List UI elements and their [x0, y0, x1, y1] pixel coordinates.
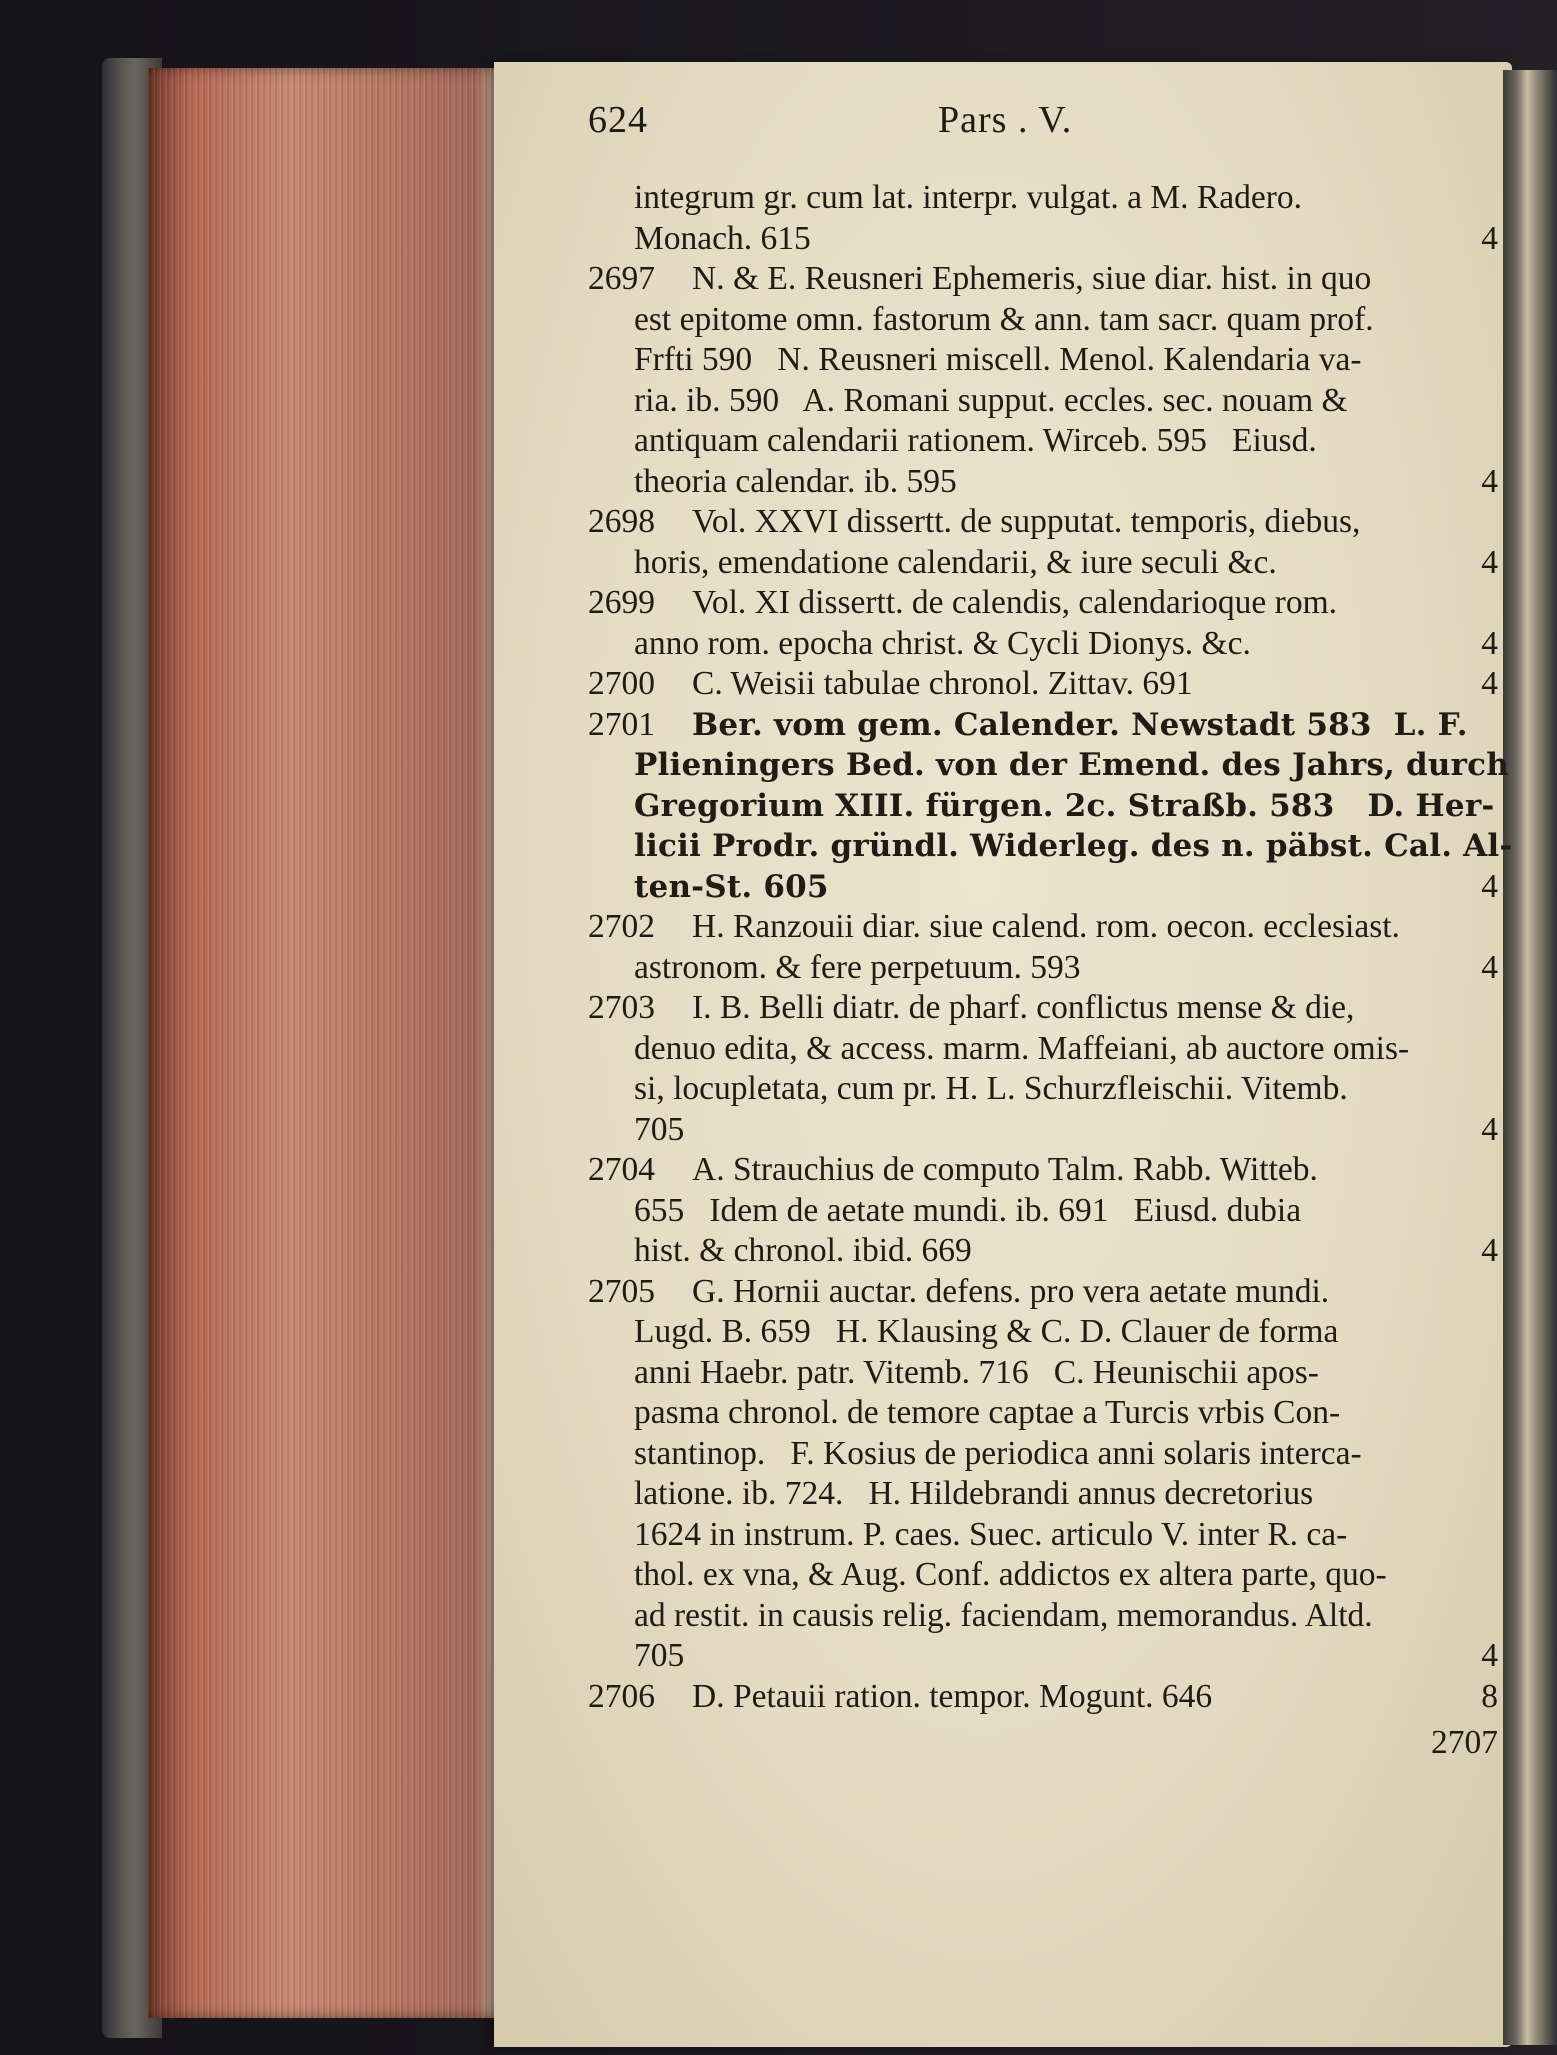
entry-text: N. & E. Reusneri Ephemeris, siue diar. hist. in quo	[692, 260, 1372, 297]
entry-text: 705	[634, 1110, 685, 1148]
catalog-continuation-line	[588, 1353, 1498, 1394]
entry-number: 2698	[588, 503, 655, 540]
volume-format: 4	[1481, 867, 1498, 905]
catalog-continuation-line	[588, 1312, 1498, 1353]
volume-format: 8	[1481, 1677, 1498, 1715]
entry-text: D. Petauii ration. tempor. Mogunt. 646	[692, 1677, 1213, 1715]
volume-format: 4	[1481, 1637, 1498, 1674]
entry-number: 2699	[588, 584, 655, 621]
entry-number: 2700	[588, 665, 655, 702]
volume-format: 4	[1481, 624, 1498, 662]
catalog-continuation-line	[588, 219, 1498, 260]
entry-text: hist. & chronol. ibid. 669	[634, 1232, 972, 1269]
entry-text: latione. ib. 724. H. Hildebrandi annus decretorius	[634, 1475, 1314, 1512]
catalog-continuation-line	[588, 948, 1498, 989]
catalog-entry-line	[588, 1150, 1498, 1191]
catalog-entry-line	[588, 502, 1498, 543]
catalog-continuation-line	[588, 826, 1513, 867]
catalog-entry-line	[588, 705, 1498, 746]
entry-number: 2703	[588, 989, 655, 1026]
catalog-entry-line	[588, 583, 1498, 624]
entry-text: astronom. & fere perpetuum. 593	[634, 948, 1081, 986]
volume-format: 4	[1481, 219, 1498, 257]
running-head: Pars . V.	[938, 99, 1073, 141]
catalog-entry-line	[588, 907, 1498, 948]
catalog-continuation-line	[588, 300, 1498, 341]
catalog-entry-line	[588, 1677, 1498, 1718]
entry-text: 1624 in instrum. P. caes. Suec. articulo V. inter R. ca-	[634, 1515, 1348, 1553]
catalog-continuation-line	[588, 1393, 1498, 1434]
entry-text: ad restit. in causis relig. faciendam, memorandus. Altd.	[634, 1596, 1373, 1634]
catchword: 2707	[1431, 1724, 1498, 1761]
catalog-continuation-line	[588, 1434, 1498, 1475]
catalog-continuation-line	[588, 1069, 1498, 1110]
volume-format: 4	[1481, 462, 1498, 500]
catalog-continuation-line	[588, 178, 1498, 219]
entry-number: 2697	[588, 260, 655, 297]
catalog-continuation-line	[588, 340, 1498, 381]
entry-text: thol. ex vna, & Aug. Conf. addictos ex altera parte, quo-	[634, 1556, 1387, 1593]
entry-text: theoria calendar. ib. 595	[634, 462, 957, 500]
catalog-continuation-line	[588, 1191, 1498, 1232]
catalog-entry-line	[588, 1272, 1498, 1313]
entry-text: ria. ib. 590 A. Romani supput. eccles. sec. nouam &	[634, 381, 1348, 419]
catalog-continuation-line	[588, 1110, 1498, 1151]
volume-format: 4	[1481, 543, 1498, 581]
volume-format: 4	[1481, 665, 1498, 702]
entry-text: Vol. XI dissertt. de calendis, calendarioque rom.	[692, 584, 1338, 621]
catalog-lines	[588, 178, 1513, 1717]
entry-text: pasma chronol. de temore captae a Turcis vrbis Con-	[634, 1394, 1341, 1431]
catalog-continuation-line	[588, 1636, 1498, 1677]
catalog-continuation-line	[588, 462, 1498, 503]
page-header	[588, 96, 1498, 156]
catalog-continuation-line	[588, 421, 1498, 462]
catalog-continuation-line	[588, 1474, 1498, 1515]
volume-format: 4	[1481, 948, 1498, 986]
catalog-continuation-line	[588, 624, 1498, 665]
entry-text: anni Haebr. patr. Vitemb. 716 C. Heunischii apos-	[634, 1353, 1319, 1391]
entry-text: H. Ranzouii diar. siue calend. rom. oecon. ecclesiast.	[692, 908, 1400, 945]
entry-text: stantinop. F. Kosius de periodica anni solaris interca-	[634, 1434, 1362, 1472]
catalog-continuation-line	[588, 543, 1498, 584]
entry-text: si, locupletata, cum pr. H. L. Schurzfleischii. Vitemb.	[634, 1070, 1348, 1107]
entry-text: Vol. XXVI dissertt. de supputat. temporis, diebus,	[692, 503, 1361, 540]
entry-number: 2701	[588, 705, 655, 743]
entry-text: anno rom. epocha christ. & Cycli Dionys. &c.	[634, 624, 1251, 662]
page-text-block	[588, 96, 1513, 1767]
entry-text: I. B. Belli diatr. de pharf. conflictus mense & die,	[692, 989, 1355, 1026]
entry-text: Plieningers Bed. von der Emend. des Jahrs, durch	[634, 747, 1509, 783]
entry-text: 655 Idem de aetate mundi. ib. 691 Eiusd. dubia	[634, 1191, 1302, 1229]
entry-text: ten-St. 605	[634, 868, 829, 905]
book-page-edges	[148, 68, 505, 2018]
entry-text: Monach. 615	[634, 219, 811, 257]
entry-text: est epitome omn. fastorum & ann. tam sacr. quam prof.	[634, 300, 1374, 338]
volume-format: 4	[1481, 1232, 1498, 1269]
entry-text: Frfti 590 N. Reusneri miscell. Menol. Kalendaria va-	[634, 341, 1362, 378]
book-gutter	[1503, 70, 1557, 2045]
entry-text: denuo edita, & access. marm. Maffeiani, ab auctore omis-	[634, 1029, 1410, 1067]
volume-format: 4	[1481, 1110, 1498, 1148]
entry-text: Ber. vom gem. Calender. Newstadt 583 L. F.	[692, 706, 1468, 743]
catalog-continuation-line	[588, 1555, 1498, 1596]
catalog-entry-line	[588, 664, 1498, 705]
catalog-continuation-line	[588, 1231, 1498, 1272]
entry-text: C. Weisii tabulae chronol. Zittav. 691	[692, 665, 1193, 702]
catalog-continuation-line	[588, 1029, 1498, 1070]
entry-text: Gregorium XIII. fürgen. 2c. Straßb. 583 D. Her-	[634, 787, 1495, 824]
catalog-continuation-line	[588, 786, 1498, 827]
entry-text: G. Hornii auctar. defens. pro vera aetate mundi.	[692, 1272, 1330, 1310]
entry-text: licii Prodr. gründl. Widerleg. des n. päbst. Cal. Al-	[634, 828, 1513, 864]
entry-text: antiquam calendarii rationem. Wirceb. 595 Eiusd.	[634, 422, 1317, 459]
catalog-continuation-line	[588, 867, 1498, 908]
entry-text: A. Strauchius de computo Talm. Rabb. Witteb.	[692, 1151, 1318, 1188]
entry-text: Lugd. B. 659 H. Klausing & C. D. Clauer de forma	[634, 1313, 1339, 1350]
entry-text: integrum gr. cum lat. interpr. vulgat. a M. Radero.	[634, 179, 1302, 216]
page-number: 624	[588, 99, 648, 141]
catalog-entry-line	[588, 988, 1498, 1029]
entry-number: 2705	[588, 1272, 655, 1310]
catalog-continuation-line	[588, 1596, 1498, 1637]
catalog-continuation-line	[588, 381, 1498, 422]
catalog-continuation-line	[588, 1515, 1498, 1556]
catalog-continuation-line	[588, 745, 1509, 786]
catalog-entry-line	[588, 259, 1498, 300]
entry-number: 2706	[588, 1677, 655, 1715]
entry-number: 2702	[588, 908, 655, 945]
entry-number: 2704	[588, 1151, 655, 1188]
entry-text: horis, emendatione calendarii, & iure seculi &c.	[634, 543, 1277, 581]
entry-text: 705	[634, 1637, 685, 1674]
